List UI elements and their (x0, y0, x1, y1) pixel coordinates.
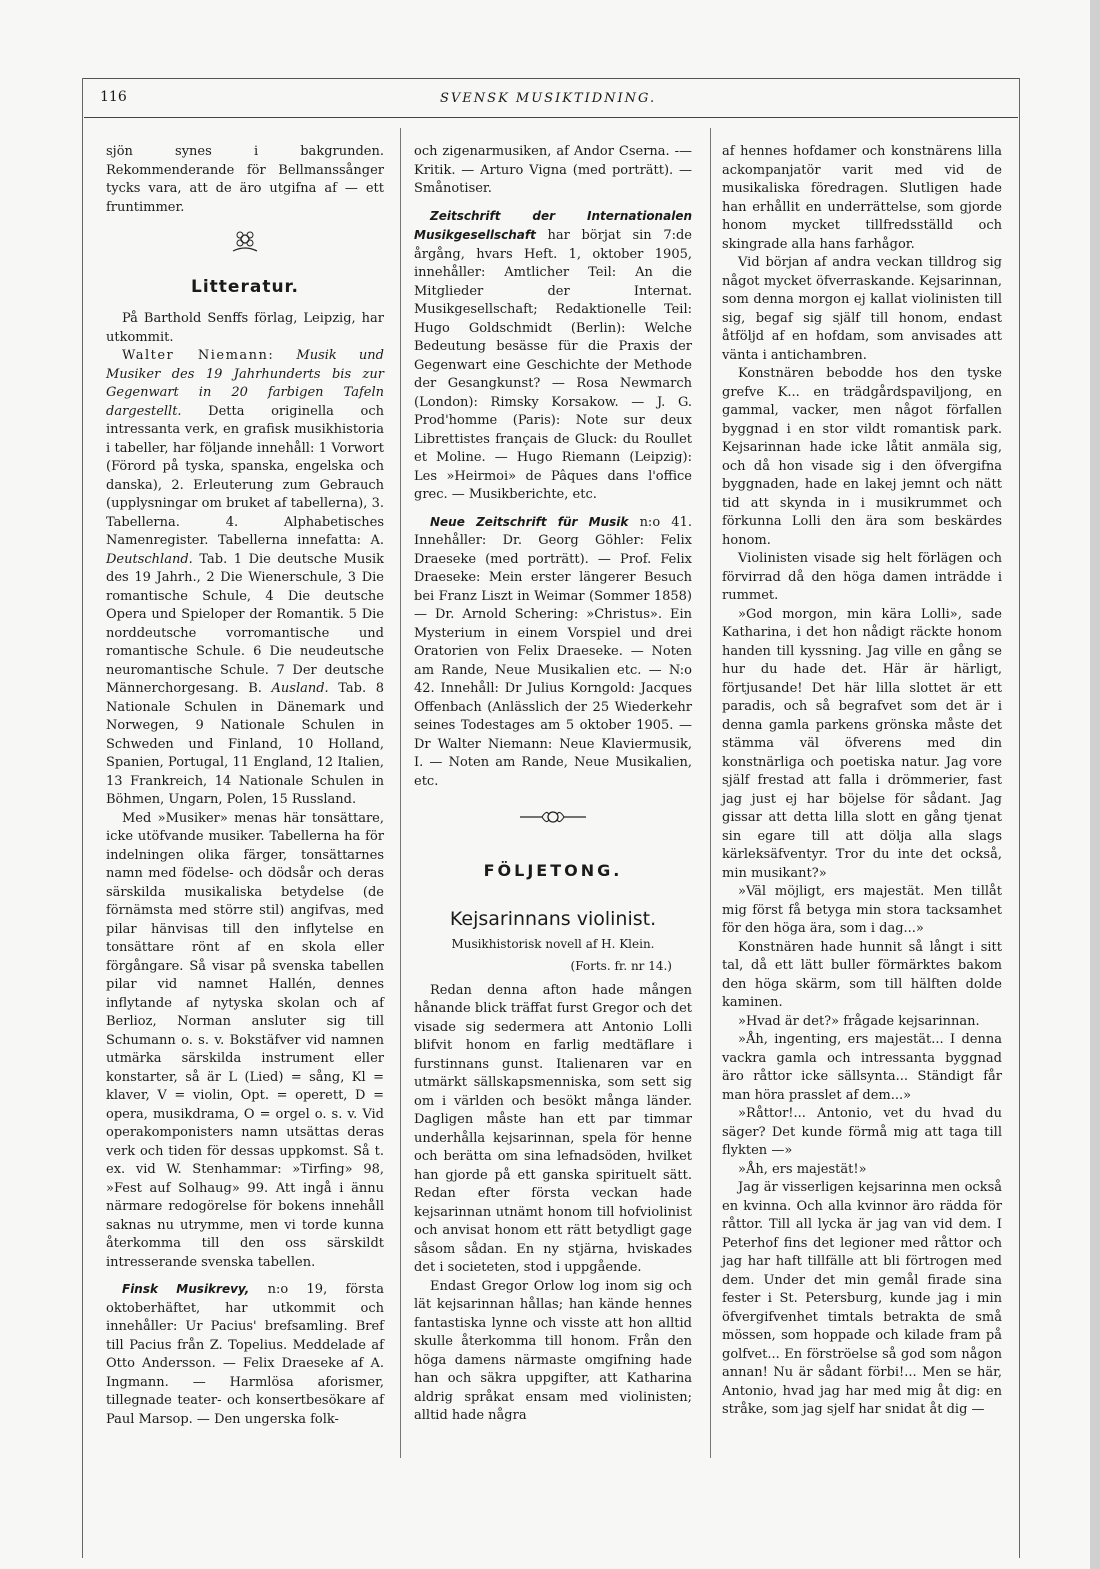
right-frame-rule (1019, 78, 1020, 1558)
story-title: Kejsarinnans violinist. (449, 908, 657, 930)
paragraph-finsk (106, 1280, 384, 1429)
section-heading-foljetong: FÖLJETONG. (483, 860, 623, 880)
running-title: SVENSK MUSIKTIDNING. (440, 91, 657, 106)
column-2 (414, 143, 692, 1426)
paragraph: Konstnären hade hunnit så långt i sitt tal, då ett lätt buller förmärktes bakom den höga skärm, som till hälften dolde kaminen. (722, 939, 1002, 1010)
magazine-title: Finsk Musikrevy, (122, 1282, 250, 1296)
paragraph: »Väl möjligt, ers majestät. Men tillåt mig först få betyga min stora tacksamhet för den höga ära, som i dag...» (722, 884, 1002, 936)
paragraph: »Hvad är det?» frågade kejsarinnan. (738, 1013, 980, 1029)
author-name: Walter Niemann: (122, 348, 275, 363)
page-number: 116 (100, 89, 127, 105)
paragraph: Endast Gregor Orlow log inom sig och lät kejsarinnan hållas; han kände hennes fantastiska lynne och visste att hon alltid skulle återkomma till honom. Från den höga damens närmaste omgifning hade han och säkra uppgifter, att Katharina aldrig språkat ensam med violinisten; alltid hade några (414, 1278, 692, 1423)
paragraph: Med »Musiker» menas här tonsättare, icke utöfvande musiker. Tabellerna ha för indelningen olika färger, tonsättarnes namn med födelse- och dödsår och deras särskilda musikaliska betydelse (de förnämsta med större stil) angifvas, med pilar hänvisas till den inflytelse en tonsättare rönt af en skola eller förgångare. Så visar på svenska tabellen pilar vid namnet Hallén, dennes inflytande af nytyska skolan och af Berlioz, Norman ansluter sig till Schumann o. s. v. Bokstäfver vid namnen utmärka särskilda instrument eller konstarter, så är L (Lied) = sång, Kl = klaver, V = violin, Opt. = operett, D = opera, musikdrama, O = orgel o. s. v. Vid operakomponisters namn utsättas deras verk och tiden för dessas uppkomst. Så t. ex. vid W. Stenhammar: »Tirfing» 98, »Fest auf Solhaug» 99. Att ingå i ännu närmare redogörelse för bokens innehåll saknas nu utrymme, men vi torde kunna återkomma till den oss särskildt intresserande svenska tabellen. (106, 810, 384, 1270)
paragraph: af hennes hofdamer och konstnärens lilla ackompanjatör varit med vid de musikaliska föredragen. Slutligen hade han erhållit en underrättelse, som gjorde honom mycket tillfredsställd och skingrade alla hans farhågor. (722, 144, 1002, 252)
paragraph: »Råttor!... Antonio, vet du hvad du säger? Det kunde förmå mig att taga till flykten —» (722, 1106, 1002, 1158)
paragraph-niemann (106, 347, 384, 810)
subheading-deutschland: Deutschland. (106, 551, 193, 567)
paragraph: Violinisten visade sig helt förlägen och förvirrad då den höga damen inträdde i rummet. (722, 551, 1002, 603)
paragraph: Vid början af andra veckan tilldrog sig något mycket öfverraskande. Kejsarinnan, som denna morgon ej kallat violinisten till sig, begaf sig själf till honom, endast åtföljd af en hofdam, som anvisades att vänta i antichambren. (722, 255, 1002, 363)
column-3 (722, 143, 1002, 1420)
story-subtitle: Musikhistorisk novell af H. Klein. (451, 936, 655, 951)
text-span: n:o 41. Innehåller: Dr. Georg Göhler: Felix Draeseke (med porträtt). — Prof. Felix Draeseke: Mein erster längerer Besuch bei Franz Liszt in Weimar (Sommer 1858) — Dr. Arnold Schering: »Christus». Ein Mysterium in einem Vorspiel und drei Oratorien von Felix Draeseke. — Noten am Rande, Neue Musikalien etc. — N:o 42. Innehåll: Dr Julius Korngold: Jacques Offenbach (Anlässlich der 25 Wiederkehr seines Todestages am 5 oktober 1905. — Dr Walter Niemann: Neue Klaviermusik, I. — Noten am Rande, Neue Musikalien, etc. (414, 514, 692, 789)
paragraph-neue (414, 513, 692, 792)
text-span: Tab. 1 Die deutsche Musik des 19 Jahrh., 2 Die Wienerschule, 3 Die romantische Schule, 4 Die deutsche Opera und Spieloper der Romantik. 5 Die norddeutsche vorromantische und romantische Schule. 6 Die neudeutsche neuromantische Schule. 7 Der deutsche Männerchorgesang. B. (106, 551, 384, 696)
paragraph: sjön synes i bakgrunden. Rekommenderande för Bellmanssånger tycks vara, att de äro utgifna af — ett fruntimmer. (106, 144, 384, 215)
section-heading-litteratur: Litteratur. (191, 276, 299, 297)
magazine-title: Neue Zeitschrift für Musik (430, 514, 629, 529)
column-1 (106, 143, 384, 1429)
paragraph: och zigenarmusiken, af Andor Cserna. -— Kritik. — Arturo Vigna (med porträtt). — Smånotiser. (414, 144, 692, 196)
paragraph: »Åh, ers majestät!» (738, 1161, 867, 1177)
header-rule (84, 117, 1018, 118)
scroll-ornament-icon (414, 807, 692, 834)
column-separator (400, 128, 401, 1458)
left-frame-rule (82, 78, 83, 1558)
flower-ornament-icon (106, 227, 384, 264)
paragraph: Jag är visserligen kejsarinna men också en kvinna. Och alla kvinnor äro rädda för råttor. Till all lycka är jag van vid dem. I Peterhof fins det legioner med råttor och jag har haft tillfälle att bli förtrogen med dem. Under det min gemål firade sina fester i St. Petersburg, kunde jag i min öfvergifvenhet timtals betrakta de små mössen, som hoppade och kilade fram på golfvet... En förströelse så god som någon annan! Nu är sådant förbi!... Men se här, Antonio, hvad jag har med mig åt dig: en stråke, som jag sjelf har snidat åt dig — (722, 1180, 1002, 1417)
column-separator (710, 128, 711, 1458)
top-rule (82, 78, 1020, 79)
paragraph: Konstnären bebodde hos den tyske grefve K... en trädgårdspaviljong, en gammal, vacker, men något förfallen byggnad i en stor vildt romantisk park. Kejsarinnan hade icke låtit anmäla sig, och då hon visade sig i den öfvergifna byggnaden, hade en lakej jemnt och nätt tid att skynda in i musikrummet och förkunna Lolli den ära som beskärdes honom. (722, 366, 1002, 548)
scan-edge (1090, 0, 1100, 1569)
text-span: Tab. 8 Nationale Schulen in Dänemark und Norwegen, 9 Nationale Schulen in Schweden und Finland, 10 Holland, Spanien, Portugal, 11 England, 12 Italien, 13 Frankreich, 14 Nationale Schulen in Böhmen, Ungarn, Polen, 15 Russland. (106, 681, 384, 807)
paragraph: På Barthold Senffs förlag, Leipzig, har utkommit. (106, 311, 384, 345)
paragraph: »Åh, ingenting, ers majestät... I denna vackra gamla och intressanta byggnad äro råttor icke sällsynta... Ständigt får man höra prasslet af dem...» (722, 1032, 1002, 1103)
subheading-ausland: Ausland. (271, 681, 329, 696)
book-title: Musik und Musiker des 19 Jahrhunderts bis zur Gegenwart in 20 farbigen Tafeln dargestellt. (106, 348, 384, 419)
paragraph: »God morgon, min kära Lolli», sade Katharina, i det hon nådigt räckte honom handen till kyssning. Jag ville en gång se hur du hade det. Här är härligt, förtjusande! Det här lilla slottet är ett paradis, och så begrafvet som det är i denna gamla parkens grönska måste det stämma väl öfverens med din konstnärliga och poetiska natur. Jag vore själf frestad att falla i drömmerier, fast jag just ej har böjelse för sådant. Jag gissar att detta lilla slott en gång tjenat sin egare till att dölja alla slags kärleksäfventyr. Tror du inte det också, min musikant?» (722, 606, 1002, 881)
text-span: Detta originella och intressanta verk, en grafisk musikhistoria i tabeller, har följande innehåll: 1 Vorwort (Förord på tyska, spanska, engelska och danska), 2. Erleuterung zum Gebrauch (upplysningar om bruket af tabellerna), 3. Tabellerna. 4. Alphabetisches Namenregister. Tabellerna innefatta: A. (106, 403, 384, 548)
paragraph: Redan denna afton hade mången hånande blick träffat furst Gregor och det visade sig sedermera att Antonio Lolli blifvit honom en farlig medtäflare i furstinnans gunst. Italienaren var en utmärkt sällskapsmenniska, som sett sig om i världen och besökt många länder. Dagligen måste han ett par timmar underhålla kejsarinnan, spela för henne och berätta om sina lefnadsöden, hvilket han gjorde på ett ganska spirituelt sätt. Redan efter första veckan hade kejsarinnan utnämt honom till hofviolinist och anvisat honom ett rätt betydligt gage såsom sådan. En ny stjärna, hviskades det i societeten, stod i uppgående. (414, 982, 692, 1275)
text-span: n:o 19, första oktoberhäftet, har utkommit och innehåller: Ur Pacius' brefsamling. Bref till Pacius från Z. Topelius. Meddelade af Otto Andersson. — Felix Draeseke af A. Ingmann. — Harmlösa aforismer, tillegnade teater- och konsertbesökare af Paul Marsop. — Den ungerska folk- (106, 1282, 384, 1427)
magazine-title: Zeitschrift der Internationalen Musikgesellschaft (414, 208, 692, 242)
text-span: har börjat sin 7:de årgång, hvars Heft. 1, oktober 1905, innehåller: Amtlicher Teil: An die Mitglieder der Internat. Musikgesellschaft; Redaktionelle Teil: Hugo Goldschmidt (Berlin): Welche Bedeutung besässe für die Praxis der Gegenwart eine Geschichte der Methode der Gesangkunst? — Rosa Newmarch (London): Rimsky Korsakow. — J. G. Prod'homme (Paris): Note sur deux Librettistes français de Gluck: du Roullet et Moline. — Hugo Riemann (Leipzig): Les »Heirmoi» de Pâques dans l'office grec. — Musikberichte, etc. (414, 228, 692, 502)
paragraph-zeitschrift (414, 207, 692, 505)
continuation-note: (Forts. fr. nr 14.) (570, 959, 672, 973)
